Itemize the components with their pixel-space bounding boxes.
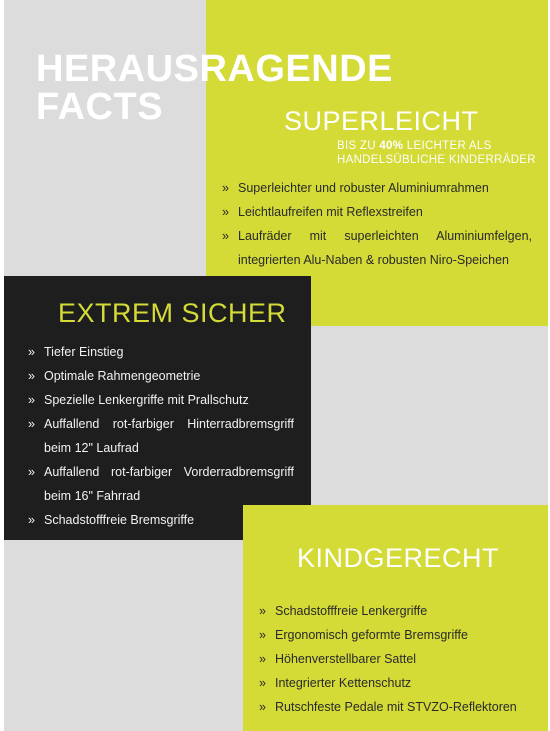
list-item: » Schadstofffreie Bremsgriffe bbox=[28, 508, 294, 532]
list-item: » Auffallend rot-farbiger Vorderradbremsgriff beim 16" Fahrrad bbox=[28, 460, 294, 508]
list-item: » Auffallend rot-farbiger Hinterradbremsgriff beim 12" Laufrad bbox=[28, 412, 294, 460]
list-item: » Integrierter Kettenschutz bbox=[259, 671, 539, 695]
extrem-sicher-title: EXTREM SICHER bbox=[58, 298, 287, 328]
list-item: » Spezielle Lenkergriffe mit Prallschutz bbox=[28, 388, 294, 412]
kindgerecht-title: KINDGERECHT bbox=[297, 543, 500, 573]
headline-line-2: FACTS bbox=[36, 86, 164, 128]
list-item: » Laufräder mit superleichten Aluminiumfelgen, integrierten Alu-Naben & robusten Niro-Speichen bbox=[222, 224, 532, 272]
list-item: » Ergonomisch geformte Bremsgriffe bbox=[259, 623, 539, 647]
headline-line-1: HERAUSRAGENDE bbox=[36, 48, 393, 90]
list-item: » Optimale Rahmengeometrie bbox=[28, 364, 294, 388]
list-item: » Rutschfeste Pedale mit STVZO-Reflektoren bbox=[259, 695, 539, 719]
list-item: » Leichtlaufreifen mit Reflexstreifen bbox=[222, 200, 532, 224]
subtitle-percent: 40% bbox=[379, 140, 404, 152]
subtitle-suffix: LEICHTER ALS HANDELSÜBLICHE KINDERRÄDER bbox=[337, 140, 536, 166]
superleicht-list bbox=[222, 176, 532, 272]
list-item: » Höhenverstellbarer Sattel bbox=[259, 647, 539, 671]
superleicht-title: SUPERLEICHT bbox=[284, 106, 479, 136]
superleicht-subtitle bbox=[337, 139, 547, 167]
list-item: » Schadstofffreie Lenkergriffe bbox=[259, 599, 539, 623]
list-item: » Tiefer Einstieg bbox=[28, 340, 294, 364]
extrem-sicher-list bbox=[28, 340, 294, 532]
list-item: » Superleichter und robuster Aluminiumrahmen bbox=[222, 176, 532, 200]
subtitle-prefix: BIS ZU bbox=[337, 140, 380, 152]
kindgerecht-list bbox=[259, 599, 539, 719]
